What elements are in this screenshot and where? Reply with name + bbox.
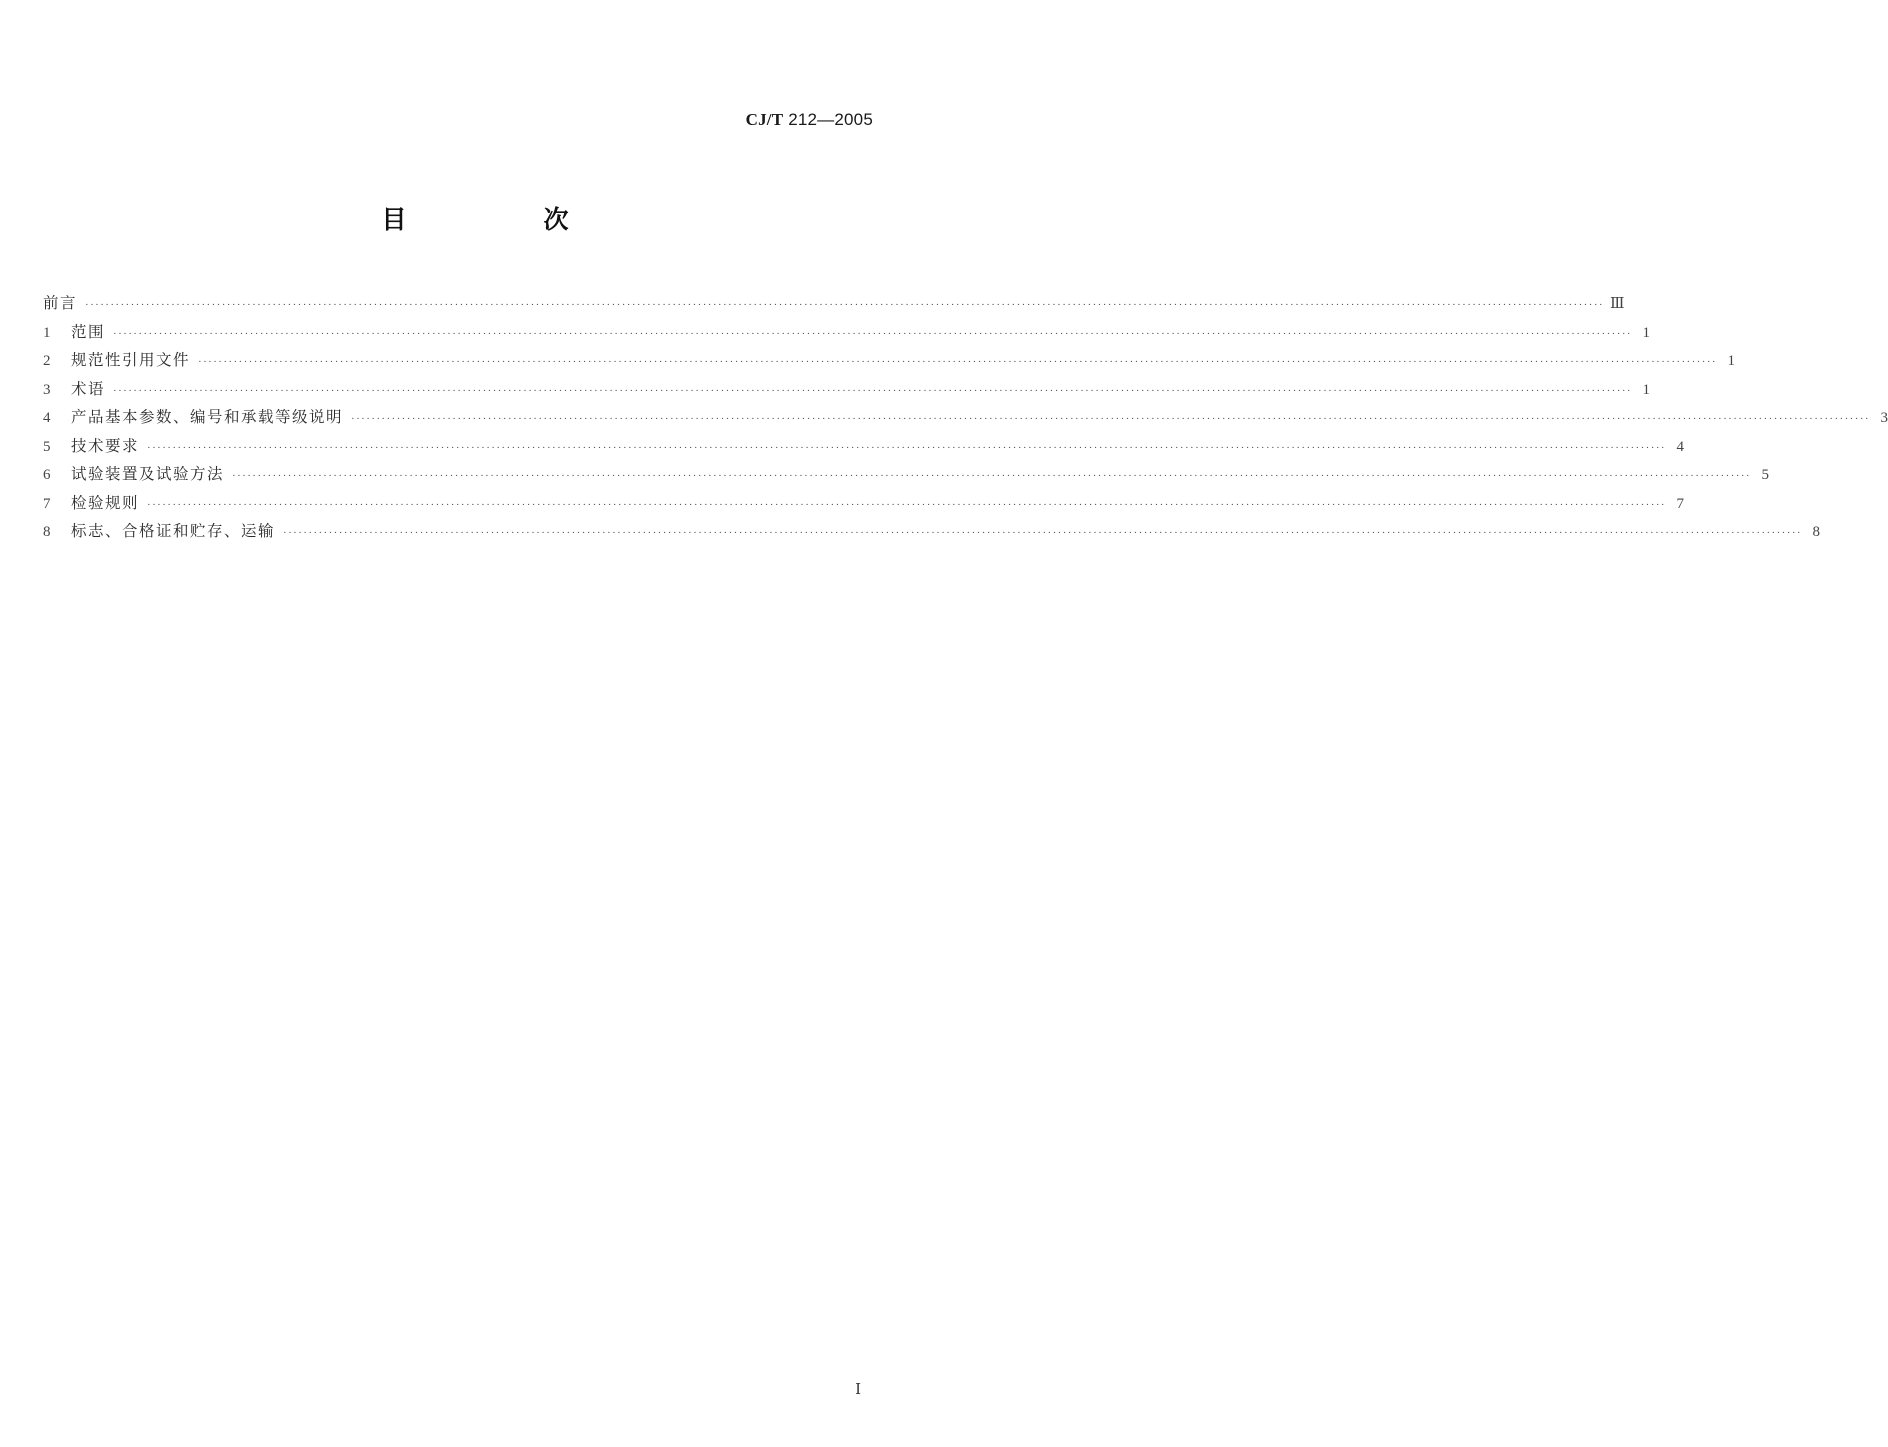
toc-entry-page: 1: [1642, 381, 1650, 398]
toc-entry-number: 3: [43, 381, 51, 398]
toc-entry-label: 标志、合格证和贮存、运输: [71, 522, 276, 540]
toc-entry-6[interactable]: [43, 460, 1769, 489]
toc-entry-label: 技术要求: [71, 436, 140, 455]
toc-entry-page: 1: [1727, 353, 1735, 369]
toc-entry-number: 1: [43, 324, 51, 341]
toc-entry-page: 4: [1676, 438, 1684, 455]
toc-entry-number: 8: [43, 524, 51, 540]
page-title: 目 次: [381, 205, 625, 234]
toc-entry-label: 规范性引用文件: [71, 351, 191, 369]
footer-page-number: Ⅰ: [855, 1382, 861, 1398]
standard-code-number: 212—2005: [788, 110, 873, 129]
toc-dot-leader: ············································································································································································································································································································: [198, 356, 1717, 368]
toc-entry-label: 试验装置及试验方法: [71, 465, 225, 483]
toc-dot-leader: ············································································································································································································································································································: [283, 527, 1802, 539]
toc-entry-label: 术语: [71, 379, 106, 398]
toc-entry-page: 5: [1761, 467, 1769, 483]
toc-dot-leader: ············································································································································································································································································································: [147, 498, 1666, 511]
toc-entry-label: 检验规则: [71, 493, 140, 512]
toc-entry-label: 产品基本参数、编号和承载等级说明: [71, 408, 344, 426]
standard-code: [746, 110, 873, 130]
toc-entry-3[interactable]: [43, 375, 1650, 404]
toc-dot-leader: ············································································································································································································································································································: [351, 413, 1870, 425]
toc-entry-2[interactable]: [43, 346, 1735, 375]
toc-entry-8[interactable]: [43, 517, 1820, 546]
toc-entry-number: 6: [43, 467, 51, 483]
toc-entry-5[interactable]: [43, 432, 1684, 461]
toc-entry-1[interactable]: [43, 318, 1650, 347]
table-of-contents: [43, 289, 1888, 546]
toc-entry-page: 7: [1676, 495, 1684, 512]
toc-entry-label: 范围: [71, 322, 106, 341]
toc-dot-leader: ············································································································································································································································································································: [232, 470, 1751, 482]
standard-code-prefix: CJ/T: [745, 110, 784, 129]
toc-entry-number: 2: [43, 353, 51, 369]
toc-entry-number: 5: [43, 438, 51, 455]
toc-entry-number: 4: [43, 410, 51, 426]
toc-dot-leader: ············································································································································································································································································································: [113, 384, 1632, 397]
toc-entry-label: 前言: [43, 294, 78, 312]
toc-entry-page: 1: [1642, 324, 1650, 341]
toc-entry-4[interactable]: [43, 403, 1888, 432]
toc-entry-page: 3: [1880, 410, 1888, 426]
toc-entry-foreword[interactable]: [43, 289, 1625, 318]
toc-dot-leader: ············································································································································································································································································································: [113, 327, 1632, 340]
toc-entry-number: 7: [43, 495, 51, 512]
toc-entry-7[interactable]: [43, 489, 1684, 518]
toc-dot-leader: ············································································································································································································································································································: [147, 441, 1666, 454]
toc-entry-page: 8: [1812, 524, 1820, 540]
toc-dot-leader: ············································································································································································································································································································: [85, 299, 1604, 311]
toc-entry-page: Ⅲ: [1609, 296, 1625, 312]
